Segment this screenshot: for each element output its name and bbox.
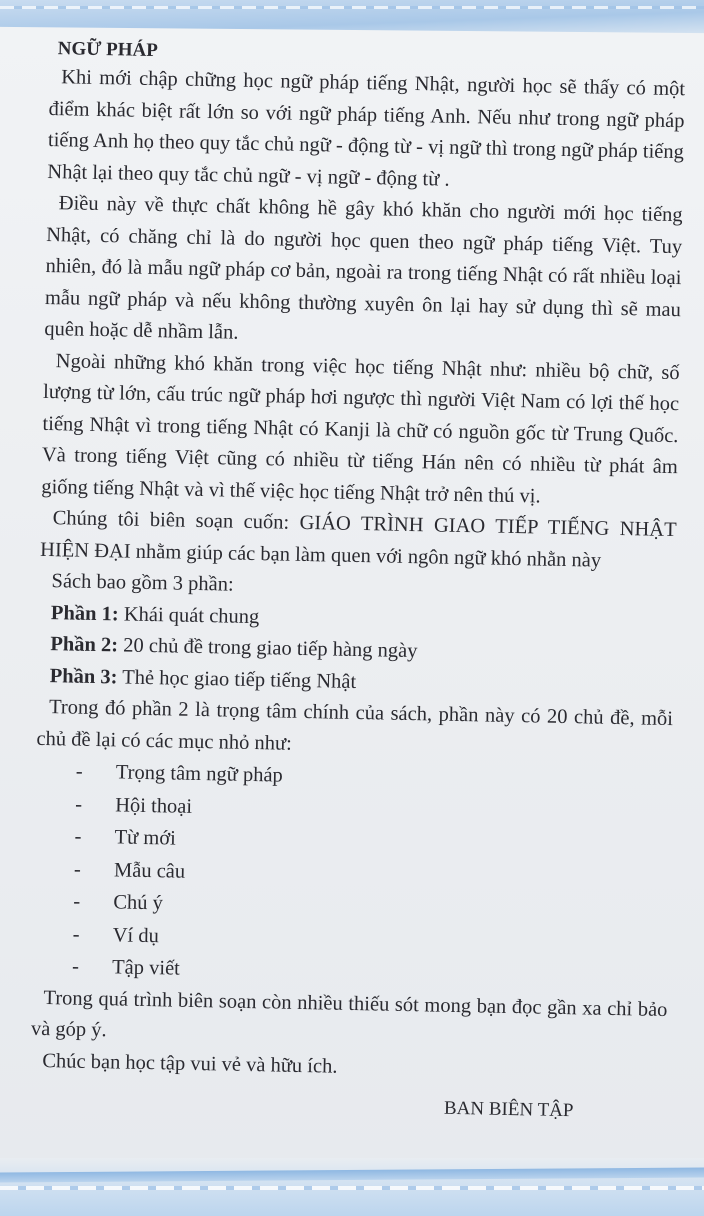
list-item-text: Ví dụ	[112, 923, 160, 947]
list-item-text: Tập viết	[111, 956, 181, 980]
list-item-text: Từ mới	[114, 826, 177, 850]
bullet-dash: -	[75, 760, 83, 783]
closing-wish: Chúc bạn học tập vui vẻ và hữu ích.	[42, 1049, 338, 1078]
bullet-dash: -	[75, 793, 83, 816]
list-item-text: Hội thoại	[115, 793, 193, 818]
page-content	[29, 36, 686, 1129]
part-label: Phần 2:	[50, 633, 119, 657]
part-label: Phần 1:	[50, 601, 119, 625]
bottom-decorative-border	[0, 1158, 704, 1216]
bullet-dash: -	[74, 825, 82, 848]
page-heading: NGỮ PHÁP	[57, 38, 159, 62]
paragraph-grammar-difference: Khi mới chập chững học ngữ pháp tiếng Nhật, người học sẽ thấy có một điểm khác biệt rất lớn so với ngữ pháp tiếng Anh. Nếu như trong ngữ pháp tiếng Anh họ theo quy tắc chủ ngữ - động từ - vị ngữ thì trong ngữ pháp tiếng Nhật lại theo quy tắc chủ ngữ - vị ngữ - động từ .	[47, 66, 686, 191]
part-label: Phần 3:	[49, 664, 118, 688]
bullet-dash: -	[73, 858, 82, 881]
list-item-text: Chú ý	[113, 891, 164, 915]
book-intro: Sách bao gồm 3 phần:	[51, 570, 234, 596]
part-text: Thẻ học giao tiếp tiếng Nhật	[122, 666, 357, 693]
paragraph-difficulty: Điều này về thực chất không hề gây khó khăn cho người mới học tiếng Nhật, có chăng chỉ là do người học quen theo ngữ pháp tiếng Việt. Tuy nhiên, đó là mẫu ngữ pháp cơ bản, ngoài ra trong tiếng Nhật có rất nhiều loại mẫu ngữ pháp và nếu không thường xuyên ôn lại hay sử dụng thì sẽ mau quên hoặc dễ nhầm lẫn.	[44, 192, 683, 344]
editorial-signature: BAN BIÊN TẬP	[443, 1097, 574, 1122]
paragraph-focus: Trong đó phần 2 là trọng tâm chính của sách, phần này có 20 chủ đề, mỗi chủ đề lại có các mục nhỏ như:	[36, 696, 674, 755]
bullet-dash: -	[72, 923, 80, 946]
paragraph-closing: Trong quá trình biên soạn còn nhiều thiếu sót mong bạn đọc gần xa chỉ bảo và góp ý.	[30, 986, 668, 1042]
list-item-text: Mẫu câu	[113, 858, 186, 883]
paragraph-book-purpose: Chúng tôi biên soạn cuốn: GIÁO TRÌNH GIAO TIẾP TIẾNG NHẬT HIỆN ĐẠI nhằm giúp các bạn làm quen với ngôn ngữ khó nhằn này	[39, 507, 677, 572]
paragraph-advantage: Ngoài những khó khăn trong việc học tiếng Nhật như: nhiều bộ chữ, số lượng từ lớn, cấu trúc ngữ pháp hơi ngược thì người Việt Nam có lợi thế học tiếng Nhật vì trong tiếng Nhật có Kanji là chữ có nguồn gốc từ Trung Quốc. Và trong tiếng Việt cũng có nhiều từ tiếng Hán nên có nhiều từ phát âm giống tiếng Nhật và vì thế việc học tiếng Nhật trở nên thú vị.	[41, 349, 680, 508]
part-text: 20 chủ đề trong giao tiếp hàng ngày	[123, 634, 418, 663]
part-text: Khái quát chung	[123, 603, 260, 628]
list-item-text: Trọng tâm ngữ pháp	[115, 761, 284, 787]
bullet-dash: -	[73, 890, 81, 913]
bullet-dash: -	[71, 955, 80, 978]
subsection-list	[32, 755, 672, 995]
parts-list	[37, 597, 675, 704]
